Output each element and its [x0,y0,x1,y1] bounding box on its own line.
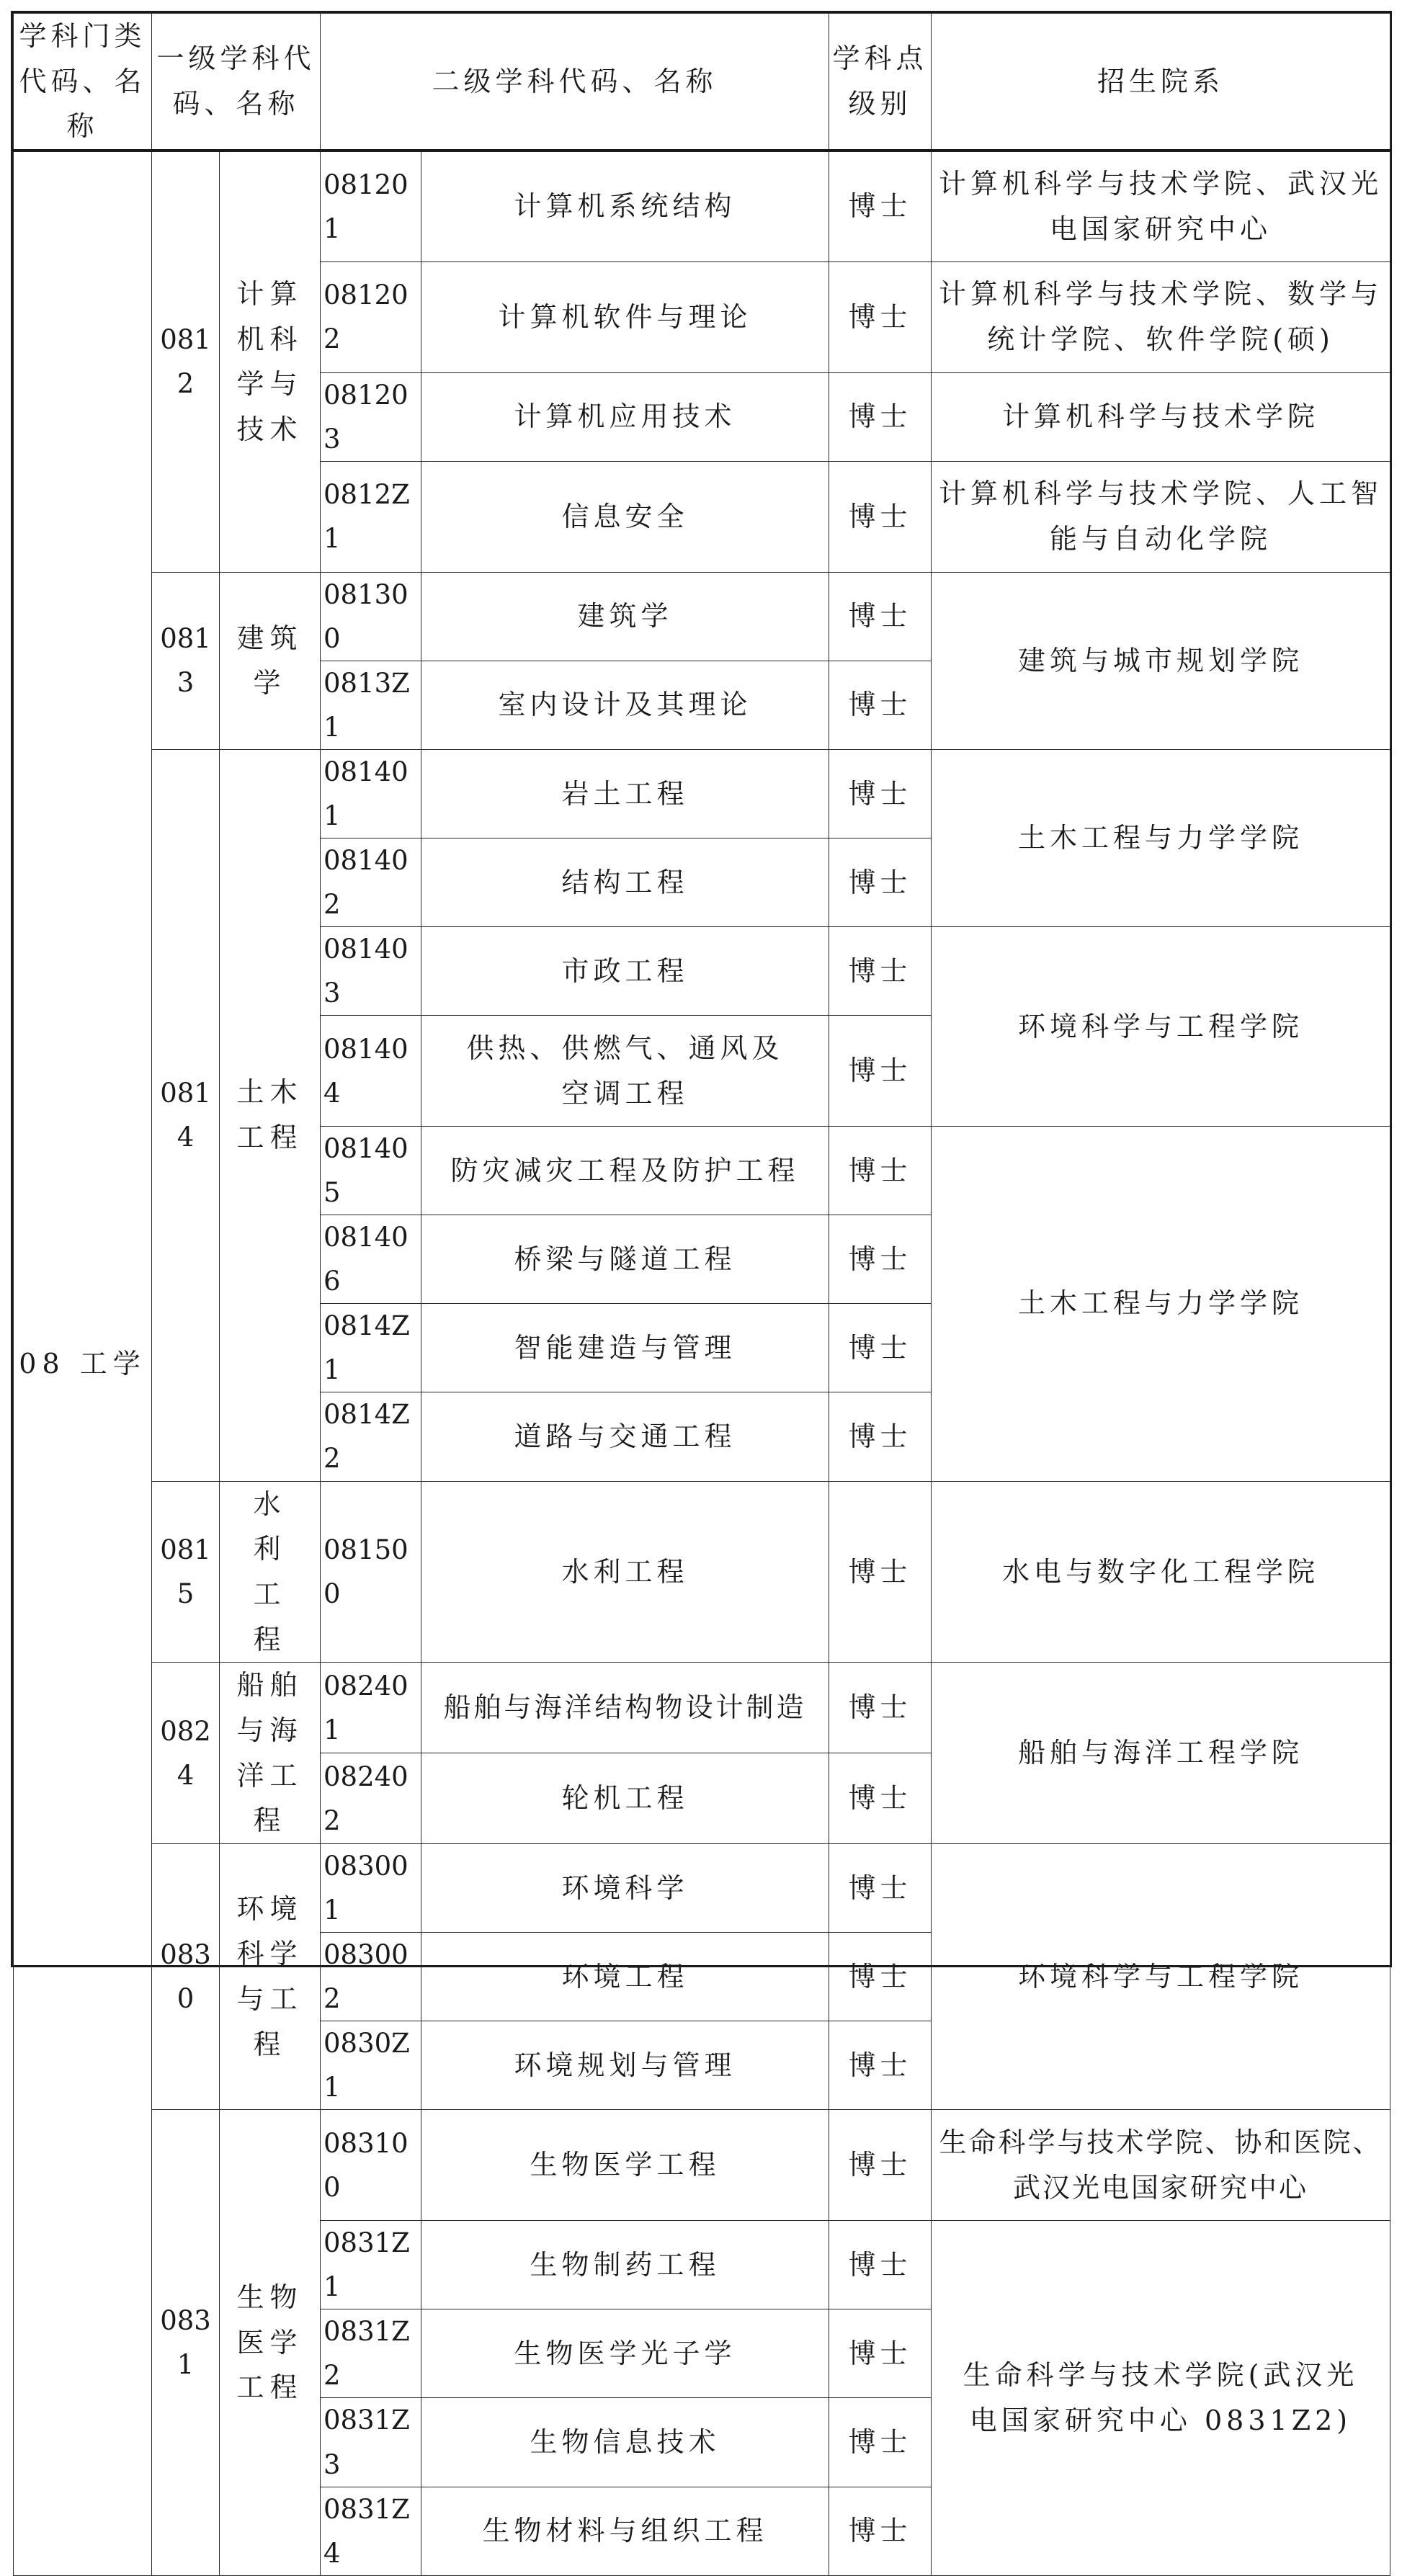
degree-level: 博士 [829,151,932,261]
second-level-code: 0831Z2 [321,2309,421,2398]
second-level-name: 结构工程 [421,838,829,926]
dept-cell: 生命科学与技术学院(武汉光电国家研究中心 0831Z2) [932,2221,1390,2575]
dept-cell: 计算机科学与技术学院、武汉光电国家研究中心 [932,151,1390,261]
degree-level: 博士 [829,1016,932,1127]
degree-level: 博士 [829,1392,932,1481]
dept-cell: 计算机科学与技术学院、数学与统计学院、软件学院(硕) [932,261,1390,372]
dept-cell: 土木工程与力学学院 [932,1127,1390,1481]
second-level-code: 081401 [321,749,421,838]
table-row [14,749,1390,838]
second-level-code: 0831Z1 [321,2221,421,2309]
dept-cell: 建筑与城市规划学院 [932,572,1390,749]
first-level-name: 环境科学与工程 [220,1844,321,2110]
second-level-name: 生物材料与组织工程 [421,2487,829,2575]
header-dept: 招生院系 [932,14,1390,151]
first-level-name: 建筑学 [220,572,321,749]
second-level-code: 081402 [321,838,421,926]
second-level-name: 生物医学工程 [421,2110,829,2221]
second-level-name: 智能建造与管理 [421,1304,829,1392]
degree-level: 博士 [829,661,932,749]
dept-cell: 计算机科学与技术学院 [932,372,1390,461]
second-level-name: 计算机软件与理论 [421,261,829,372]
second-level-code: 081405 [321,1127,421,1215]
degree-level: 博士 [829,1127,932,1215]
header-row [14,14,1390,151]
second-level-name: 道路与交通工程 [421,1392,829,1481]
second-level-code: 081404 [321,1016,421,1127]
table-row [14,151,1390,261]
second-level-code: 0830Z1 [321,2021,421,2110]
first-level-code: 0815 [152,1481,220,1663]
first-level-name: 计算机科学与技术 [220,151,321,572]
first-level-code: 0813 [152,572,220,749]
header-category: 学科门类代码、名称 [14,14,152,151]
second-level-name: 船舶与海洋结构物设计制造 [421,1663,829,1753]
second-level-name: 计算机系统结构 [421,151,829,261]
second-level-code: 081202 [321,261,421,372]
second-level-code: 082402 [321,1753,421,1844]
degree-level: 博士 [829,461,932,572]
header-first-level: 一级学科代码、名称 [152,14,321,151]
second-level-code: 0831Z3 [321,2398,421,2487]
second-level-code: 081406 [321,1215,421,1304]
second-level-name: 轮机工程 [421,1753,829,1844]
dept-cell: 生命科学与技术学院、协和医院、武汉光电国家研究中心 [932,2110,1390,2221]
second-level-name: 岩土工程 [421,749,829,838]
degree-level: 博士 [829,261,932,372]
first-level-name: 土木工程 [220,749,321,1481]
table-row [14,572,1390,661]
second-level-name: 生物制药工程 [421,2221,829,2309]
dept-cell: 计算机科学与技术学院、人工智能与自动化学院 [932,461,1390,572]
degree-level: 博士 [829,2110,932,2221]
first-level-code: 0812 [152,151,220,572]
second-level-name: 建筑学 [421,572,829,661]
header-second-level: 二级学科代码、名称 [321,14,829,151]
second-level-code: 083002 [321,1933,421,2021]
second-level-code: 081300 [321,572,421,661]
second-level-name: 环境规划与管理 [421,2021,829,2110]
second-level-name: 生物医学光子学 [421,2309,829,2398]
degree-level: 博士 [829,1481,932,1663]
table-row [14,2110,1390,2221]
second-level-name: 信息安全 [421,461,829,572]
second-level-code: 0831Z4 [321,2487,421,2575]
first-level-code: 0814 [152,749,220,1481]
dept-cell: 环境科学与工程学院 [932,927,1390,1127]
degree-level: 博士 [829,2221,932,2309]
degree-level: 博士 [829,749,932,838]
second-level-name: 供热、供燃气、通风及空调工程 [421,1016,829,1127]
dept-cell: 环境科学与工程学院 [932,1844,1390,2110]
degree-level: 博士 [829,1663,932,1753]
degree-level: 博士 [829,2309,932,2398]
second-level-name: 环境工程 [421,1933,829,2021]
second-level-code: 0814Z1 [321,1304,421,1392]
degree-level: 博士 [829,2021,932,2110]
dept-cell: 土木工程与力学学院 [932,749,1390,926]
second-level-name: 计算机应用技术 [421,372,829,461]
degree-level: 博士 [829,1215,932,1304]
header-level: 学科点级别 [829,14,932,151]
second-level-name: 室内设计及其理论 [421,661,829,749]
second-level-code: 082401 [321,1663,421,1753]
degree-level: 博士 [829,1844,932,1933]
degree-level: 博士 [829,2487,932,2575]
category-cell: 08 工学 [14,151,152,2575]
second-level-name: 环境科学 [421,1844,829,1933]
second-level-code: 081403 [321,927,421,1016]
degree-level: 博士 [829,1933,932,2021]
discipline-table [13,13,1390,2576]
second-level-code: 081201 [321,151,421,261]
degree-level: 博士 [829,927,932,1016]
first-level-code: 0831 [152,2110,220,2575]
degree-level: 博士 [829,1753,932,1844]
table-row [14,1663,1390,1753]
second-level-code: 083100 [321,2110,421,2221]
first-level-name: 水利工程 [220,1481,321,1663]
table-row [14,1844,1390,1933]
second-level-name: 防灾减灾工程及防护工程 [421,1127,829,1215]
second-level-name: 市政工程 [421,927,829,1016]
second-level-name: 生物信息技术 [421,2398,829,2487]
second-level-code: 081203 [321,372,421,461]
degree-level: 博士 [829,372,932,461]
first-level-code: 0830 [152,1844,220,2110]
first-level-code: 0824 [152,1663,220,1844]
second-level-code: 0813Z1 [321,661,421,749]
second-level-code: 0814Z2 [321,1392,421,1481]
degree-level: 博士 [829,572,932,661]
degree-level: 博士 [829,838,932,926]
second-level-code: 0812Z1 [321,461,421,572]
second-level-name: 桥梁与隧道工程 [421,1215,829,1304]
dept-cell: 船舶与海洋工程学院 [932,1663,1390,1844]
second-level-code: 081500 [321,1481,421,1663]
degree-level: 博士 [829,2398,932,2487]
first-level-name: 船舶与海洋工程 [220,1663,321,1844]
dept-cell: 水电与数字化工程学院 [932,1481,1390,1663]
degree-level: 博士 [829,1304,932,1392]
discipline-table-frame [11,11,1392,2569]
table-row [14,1481,1390,1663]
second-level-name: 水利工程 [421,1481,829,1663]
second-level-code: 083001 [321,1844,421,1933]
first-level-name: 生物医学工程 [220,2110,321,2575]
